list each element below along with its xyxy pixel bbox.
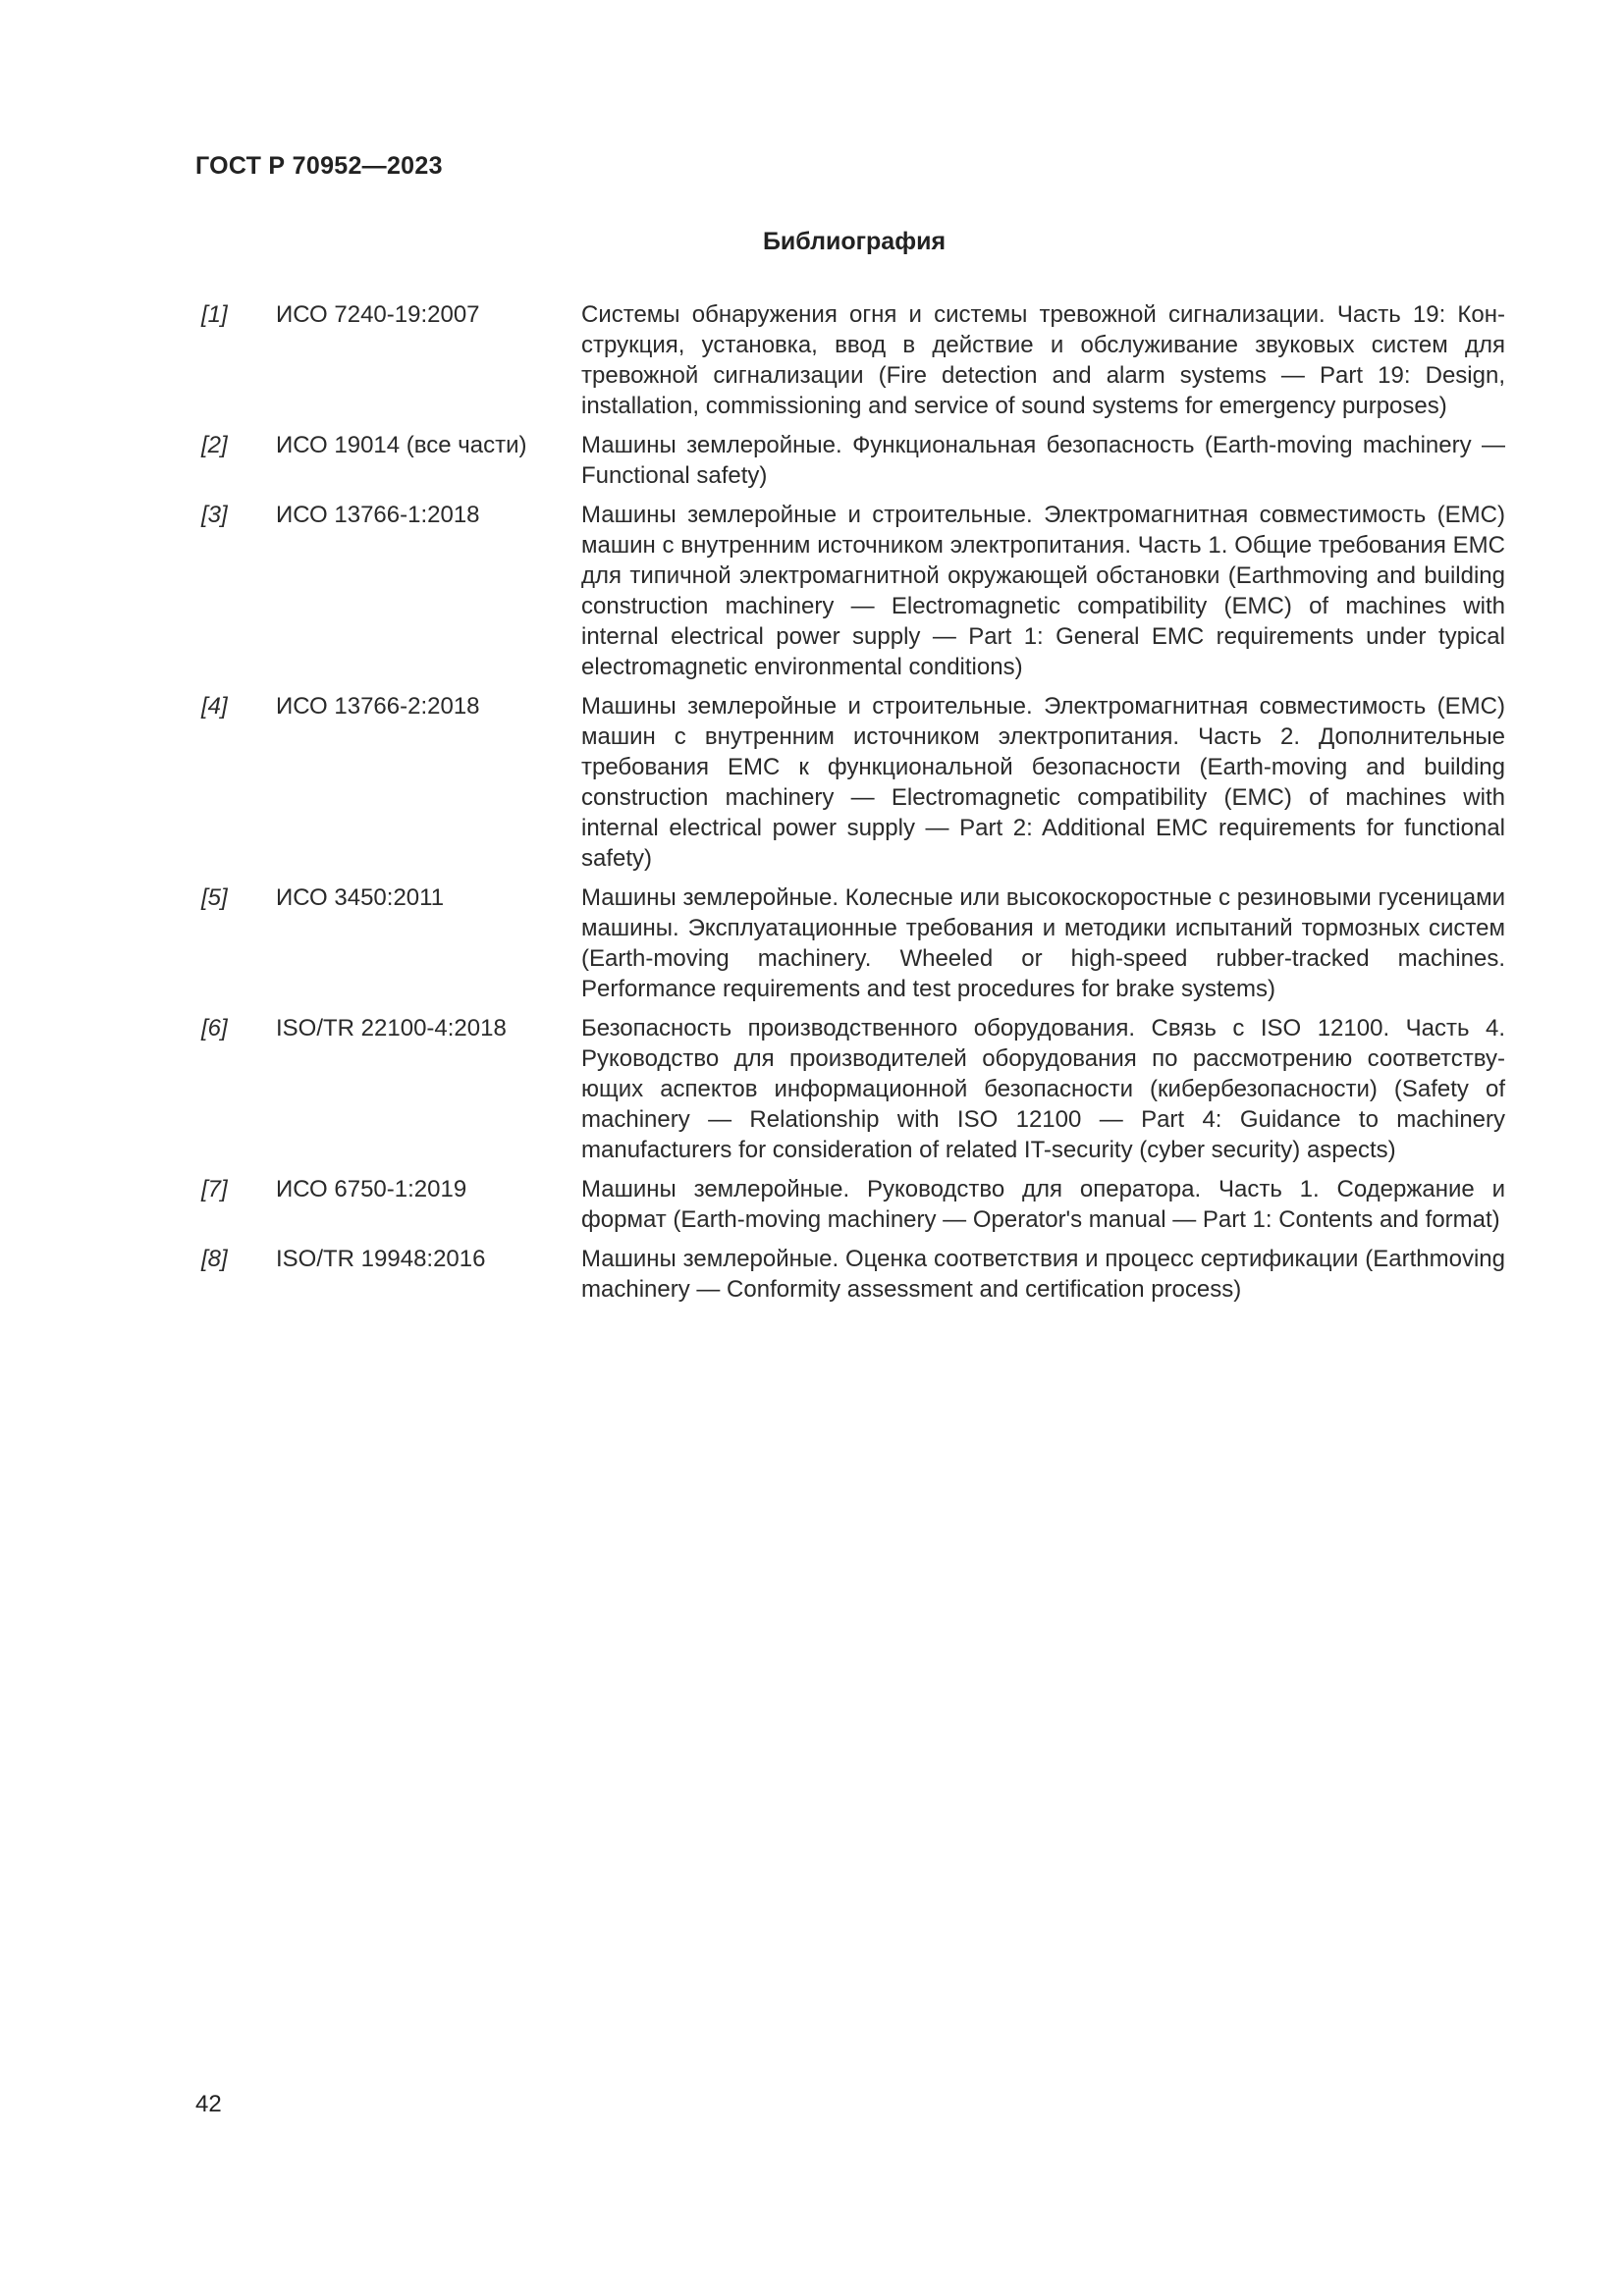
entry-number: [4]	[201, 693, 228, 720]
entry-title: Машины землеройные. Руководство для оператора. Часть 1. Содержание и формат (Earth-moving machinery — Operator's manual — Part 1: Contents and format)	[581, 1176, 1505, 1233]
entry-title: Машины землеройные. Функциональная безопасность (Earth-moving machinery — Functional safety)	[581, 432, 1505, 489]
entry-title: Безопасность производственного оборудования. Связь с ISO 12100. Часть 4. Руководство для производителей оборудования по рассмотрению соответствующих аспектов информационной безопасности (кибербезопасности) (Safety of machinery — Relationship with ISO 12100 — Part 4: Guidance to machinery manufacturers for consideration of related IT-security (cyber security) aspects)	[581, 1015, 1505, 1163]
bibliography-entry	[201, 430, 1505, 491]
entry-title: Машины землеройные. Оценка соответствия и процесс сертификации (Earthmoving machinery — Conformity assessment and certification process)	[581, 1246, 1505, 1303]
page-number: 42	[195, 2091, 222, 2117]
bibliography-entry	[201, 1174, 1505, 1235]
entry-number: [3]	[201, 502, 228, 528]
entry-standard-code: ISO/TR 22100-4:2018	[276, 1015, 507, 1041]
entry-standard-code: ИСО 13766-1:2018	[276, 502, 480, 528]
entry-number: [6]	[201, 1015, 228, 1041]
document-code: ГОСТ Р 70952—2023	[195, 152, 443, 180]
entry-title: Машины землеройные и строительные. Электромагнитная совместимость (ЕМС) машин с внутренним источником электропитания. Часть 2. Дополнительные требования ЕМС к функциональной безопасности (Earth-moving and building construction machinery — Electromagnetic compatibility (EMC) of machines with internal electrical power supply — Part 2: Additional EMC requirements for functional safety)	[581, 693, 1505, 872]
bibliography-entry	[201, 691, 1505, 874]
entry-title: Машины землеройные и строительные. Электромагнитная совместимость (ЕМС) машин с внутренним источником электропитания. Часть 1. Общие требования ЕМС для типичной электромагнитной окружающей обстановки (Earthmoving and building construction machinery — Electromagnetic compatibility (EMC) of machines with internal electrical power supply — Part 1: General EMC requirements under typical electromagnetic environmental conditions)	[581, 502, 1505, 680]
entry-number: [5]	[201, 884, 228, 911]
entry-title: Системы обнаружения огня и системы тревожной сигнализации. Часть 19: Конструкция, установка, ввод в действие и обслуживание звуковых систем для тревожной сигнализации (Fire detection and alarm systems — Part 19: Design, installation, commissioning and service of sound systems for emergency purposes)	[581, 301, 1505, 419]
bibliography-list	[201, 299, 1505, 1313]
bibliography-entry	[201, 299, 1505, 421]
section-title: Библиография	[762, 228, 947, 255]
bibliography-entry	[201, 882, 1505, 1004]
entry-number: [8]	[201, 1246, 228, 1272]
bibliography-entry	[201, 1013, 1505, 1165]
entry-standard-code: ИСО 3450:2011	[276, 884, 445, 911]
entry-standard-code: ISO/TR 19948:2016	[276, 1246, 486, 1272]
entry-number: [7]	[201, 1176, 228, 1202]
entry-standard-code: ИСО 13766-2:2018	[276, 693, 480, 720]
bibliography-entry	[201, 500, 1505, 682]
entry-standard-code: ИСО 6750-1:2019	[276, 1176, 467, 1202]
entry-number: [1]	[201, 301, 228, 328]
bibliography-entry	[201, 1244, 1505, 1305]
entry-standard-code: ИСО 19014 (все части)	[276, 432, 527, 458]
entry-title: Машины землеройные. Колесные или высокоскоростные с резиновыми гусеницами машины. Эксплуатационные требования и методики испытаний тормозных систем (Earth-moving machinery. Wheeled or high-speed rubber-tracked machines. Performance requirements and test procedures for brake systems)	[581, 884, 1505, 1002]
entry-number: [2]	[201, 432, 228, 458]
entry-standard-code: ИСО 7240-19:2007	[276, 301, 480, 328]
